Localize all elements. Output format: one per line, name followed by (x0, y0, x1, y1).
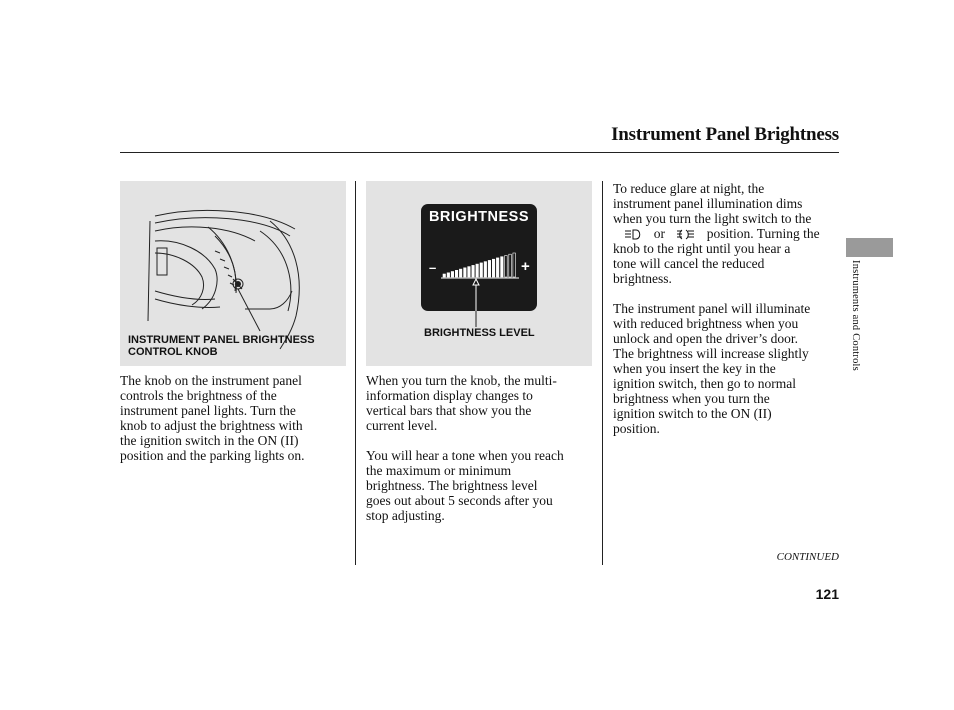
text-line: The knob on the instrument panel (120, 373, 302, 388)
knob-caption-line: INSTRUMENT PANEL BRIGHTNESS (128, 334, 315, 346)
level-bar (468, 267, 471, 277)
text-line: controls the brightness of the (120, 388, 277, 403)
page-title: Instrument Panel Brightness (611, 124, 839, 145)
text-line: the maximum or minimum (366, 463, 512, 478)
column-1-text (120, 373, 350, 463)
level-bar (464, 268, 467, 277)
text-line: unlock and open the driver’s door. (613, 331, 798, 346)
text-line: You will hear a tone when you reach (366, 448, 564, 463)
text-line: when you insert the key in the (613, 361, 776, 376)
text-line: When you turn the knob, the multi- (366, 373, 557, 388)
level-bar (501, 257, 504, 277)
level-bar (476, 264, 479, 277)
text-line: brightness. The brightness level (366, 478, 538, 493)
text-line: The brightness will increase slightly (613, 346, 809, 361)
knob-caption-line: CONTROL KNOB (128, 346, 218, 358)
display-brightness-label: BRIGHTNESS (428, 209, 530, 225)
parking-light-icon (674, 229, 698, 241)
text-line: ignition switch to the ON (II) (613, 406, 772, 421)
brightness-level-bars (421, 204, 537, 311)
level-bar (447, 273, 450, 277)
level-bar (492, 259, 495, 277)
text-line: instrument panel lights. Turn the (120, 403, 296, 418)
text-line: goes out about 5 seconds after you (366, 493, 553, 508)
level-bar (505, 256, 508, 278)
text-line: when you turn the light switch to the (613, 211, 812, 226)
text-line: stop adjusting. (366, 508, 445, 523)
position-text: position. Turning the (706, 226, 820, 241)
column-divider (602, 181, 603, 565)
text-line: knob to adjust the brightness with (120, 418, 303, 433)
text-line: information display changes to (366, 388, 533, 403)
column-2-text (366, 373, 598, 523)
text-line: brightness when you turn the (613, 391, 770, 406)
level-bar (472, 265, 475, 277)
text-line: ignition switch, then go to normal (613, 376, 796, 391)
text-line: current level. (366, 418, 438, 433)
light-switch-positions-line (613, 226, 841, 241)
title-divider (120, 152, 839, 153)
column-divider (355, 181, 356, 565)
brightness-level-caption: BRIGHTNESS LEVEL (424, 327, 535, 339)
section-label: Instruments and Controls (850, 260, 861, 371)
level-bar (484, 262, 487, 277)
headlight-icon (624, 229, 644, 241)
text-line: instrument panel illumination dims (613, 196, 803, 211)
text-line: tone will cancel the reduced (613, 256, 765, 271)
level-bar (455, 270, 458, 277)
or-text: or (653, 226, 665, 241)
text-line: position. (613, 421, 660, 436)
level-bar (496, 258, 499, 277)
text-line: knob to the right until you hear a (613, 241, 791, 256)
knob-caption (128, 334, 338, 358)
text-line: The instrument panel will illuminate (613, 301, 811, 316)
column-3-text (613, 181, 841, 436)
level-bar (509, 254, 512, 277)
section-tab (846, 238, 893, 257)
text-line: position and the parking lights on. (120, 448, 305, 463)
text-line: vertical bars that show you the (366, 403, 532, 418)
text-line: the ignition switch in the ON (II) (120, 433, 299, 448)
plus-icon: + (521, 258, 530, 275)
continued-label: CONTINUED (776, 551, 839, 563)
level-bar (488, 260, 491, 277)
text-line: To reduce glare at night, the (613, 181, 765, 196)
page-number: 121 (815, 586, 839, 602)
level-bar (443, 274, 446, 277)
level-pointer-line (475, 311, 477, 327)
level-bar (513, 253, 516, 277)
text-line: with reduced brightness when you (613, 316, 799, 331)
multi-info-display (421, 204, 537, 311)
level-bar (451, 272, 454, 278)
minus-icon: – (429, 260, 437, 275)
level-bar (459, 269, 462, 277)
text-line: brightness. (613, 271, 672, 286)
level-bar (480, 263, 483, 277)
